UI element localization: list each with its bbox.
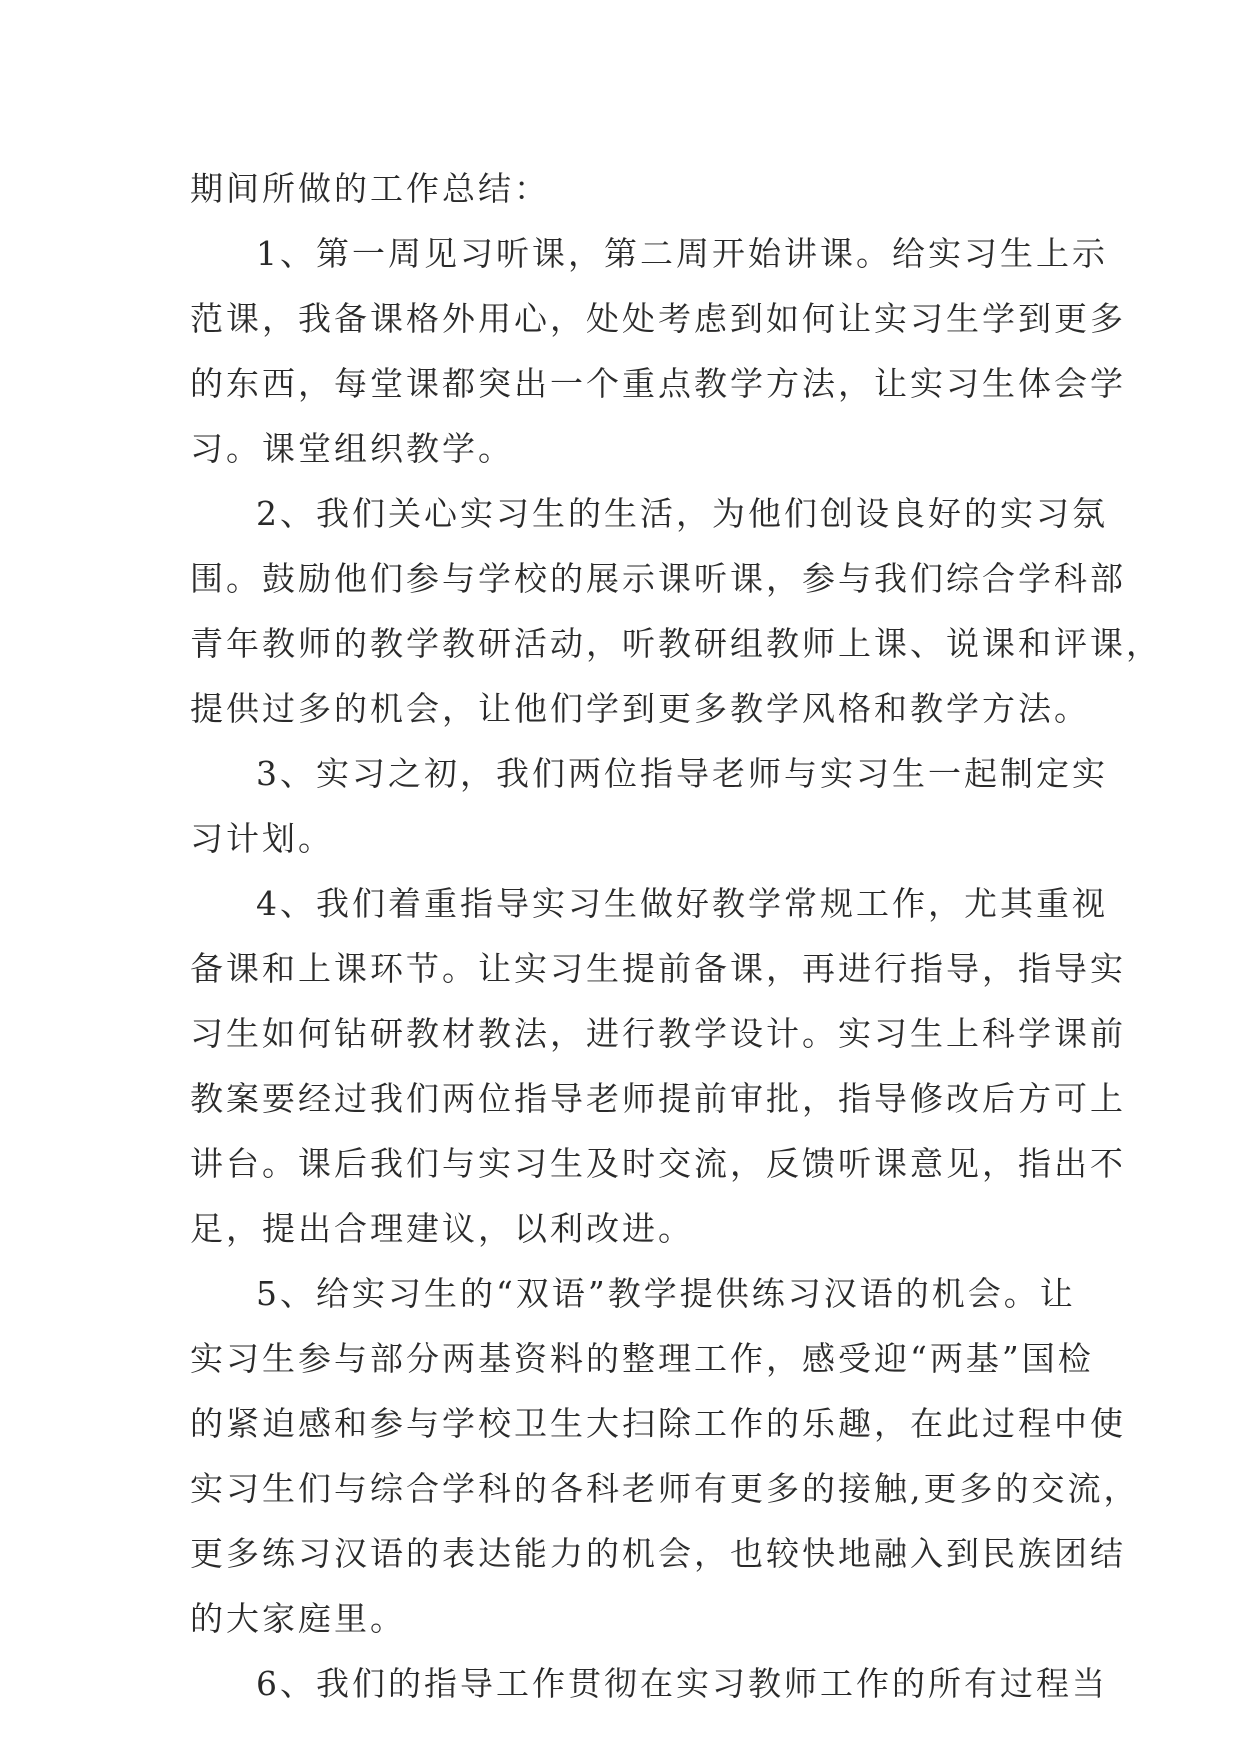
document-body	[190, 156, 1162, 1716]
paragraph-6-start: 6、我们的指导工作贯彻在实习教师工作的所有过程当	[256, 1664, 1108, 1703]
paragraph-2-start: 2、我们关心实习生的生活，为他们创设良好的实习氛	[256, 494, 1108, 533]
text-line: 备课和上课环节。让实习生提前备课，再进行指导，指导实	[190, 949, 1126, 988]
text-line: 习计划。	[190, 819, 334, 858]
paragraph-3-start: 3、实习之初，我们两位指导老师与实习生一起制定实	[256, 754, 1108, 793]
text-line: 实习生们与综合学科的各科老师有更多的接触,更多的交流，	[190, 1469, 1140, 1508]
text-line: 习。课堂组织教学。	[190, 429, 514, 468]
text-line: 习生如何钻研教材教法，进行教学设计。实习生上科学课前	[190, 1014, 1126, 1053]
text-line: 教案要经过我们两位指导老师提前审批，指导修改后方可上	[190, 1079, 1126, 1118]
text-line: 范课，我备课格外用心，处处考虑到如何让实习生学到更多	[190, 299, 1126, 338]
text-line: 的紧迫感和参与学校卫生大扫除工作的乐趣，在此过程中使	[190, 1404, 1126, 1443]
text-line: 提供过多的机会，让他们学到更多教学风格和教学方法。	[190, 689, 1090, 728]
paragraph-1-start: 1、第一周见习听课，第二周开始讲课。给实习生上示	[256, 234, 1108, 273]
text-line: 更多练习汉语的表达能力的机会，也较快地融入到民族团结	[190, 1534, 1126, 1573]
text-line: 围。鼓励他们参与学校的展示课听课，参与我们综合学科部	[190, 559, 1126, 598]
paragraph-5-start: 5、给实习生的“双语”教学提供练习汉语的机会。让	[256, 1274, 1076, 1313]
text-line: 的东西，每堂课都突出一个重点教学方法，让实习生体会学	[190, 364, 1126, 403]
text-line: 期间所做的工作总结：	[190, 169, 550, 208]
paragraph-4-start: 4、我们着重指导实习生做好教学常规工作，尤其重视	[256, 884, 1108, 923]
text-line: 的大家庭里。	[190, 1599, 406, 1638]
text-line: 足，提出合理建议，以利改进。	[190, 1209, 694, 1248]
text-line: 实习生参与部分两基资料的整理工作，感受迎“两基”国检	[190, 1339, 1094, 1378]
text-line: 青年教师的教学教研活动，听教研组教师上课、说课和评课，	[190, 624, 1162, 663]
text-line: 讲台。课后我们与实习生及时交流，反馈听课意见，指出不	[190, 1144, 1126, 1183]
